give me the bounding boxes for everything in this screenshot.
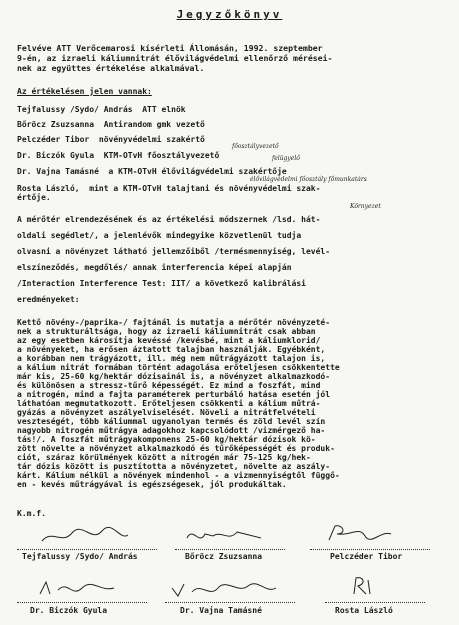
results-line: zött növelte a növényzet alkalmazkodó és tűrőképességét és produk-	[17, 444, 335, 453]
method-line: oldali segédlet/, a jelenlévők mindegyike közvetlenül tudja	[17, 231, 302, 240]
signature-line	[17, 602, 147, 603]
method-line: eredményeket:	[17, 295, 80, 304]
results-line: a növényeket, ha erősen áztatott talajban használják. Egyébként,	[17, 345, 326, 354]
intro-line: Felvéve ATT Verőcemarosi kísérleti Állomásán, 1992. szeptember	[17, 43, 323, 53]
results-line: nagyobb nitrogén műtrágya adagokhoz kapcsolódott /vizmérgező ha-	[17, 426, 326, 435]
method-line: elszíneződés, megdőlés/ annak interferencia képei alapján	[17, 263, 292, 272]
attendee-line: értője.	[17, 193, 51, 202]
signature-line	[165, 602, 295, 603]
results-line: tás!/. A foszfát műtrágyakomponens 25-60 kg/hektár dózisok kö-	[17, 435, 316, 444]
attendee-line: Rosta László, mint a KTM-OTvH talajtani és növényvédelmi szak-	[17, 184, 321, 193]
handwritten-note: Környezet	[350, 203, 381, 210]
method-line: olvasni a növényzet látható jellemzőiből /termésmennyiség, levél-	[17, 247, 331, 256]
signatory-name: Dr. Vajna Tamásné	[180, 606, 262, 615]
signature-line	[325, 602, 425, 603]
signature-biczok	[38, 578, 118, 600]
intro-line: nek az együttes értékelése alkalmával.	[17, 63, 205, 73]
results-line: már kis, 25-60 kg/hektár dózisainál is, a növényzet alkalmazkodó-	[17, 372, 331, 381]
kmf-label: K.m.f.	[17, 509, 46, 518]
results-line: nek a strukturáltsága, hogy az izraeli káliumnitrát csak abban	[17, 327, 316, 336]
signature-pelczeder	[325, 522, 395, 544]
results-line: tár dózis között is pusztította a növényzetet, növelte az aszály-	[17, 462, 331, 471]
handwritten-note: főosztályvezető	[232, 143, 279, 150]
attendee-line: Tejfalussy /Sydo/ András ATT elnök	[17, 105, 186, 114]
results-line: a kálium nitrát formában történt adagolása erőteljesen csökkentette	[17, 363, 340, 372]
signatory-name: Tejfalussy /Sydo/ András	[22, 552, 138, 561]
signature-line	[17, 549, 157, 550]
results-line: gyázás a növényzet aszályelviselését. Növeli a nitrátfelvételi	[17, 408, 316, 417]
signature-vajna	[170, 578, 280, 600]
attendee-line: Bőröcz Zsuzsanna Antirandom gmk vezető	[17, 120, 205, 129]
results-line: láthatóan megmutatkozott. Erőteljesen csökkenti a kálium műtrá-	[17, 399, 321, 408]
intro-line: 9-én, az izraeli káliumnitrát élővilágvédelmi ellenőrző mérései-	[17, 53, 333, 63]
results-line: ciót, száraz körülmények között a nitrogén már 75-125 kg/hek-	[17, 453, 311, 462]
results-line: az egy esetben károsítja kevéssé /kevésbé, mint a káliumklorid/	[17, 336, 321, 345]
signatory-name: Bőröcz Zsuzsanna	[185, 552, 263, 561]
signatory-name: Rosta László	[335, 606, 393, 615]
present-heading: Az értékelésen jelen vannak:	[17, 87, 152, 96]
attendee-line: Dr. Vajna Tamásné a KTM-OTvH élővilágvédelmi szakértője	[17, 167, 287, 176]
signatory-name: Pelczéder Tibor	[330, 552, 403, 561]
results-line: Kettő növény-/paprika-/ fajtánál is mutatja a mérőtér növényzeté-	[17, 318, 331, 327]
signatory-name: Dr. Biczók Gyula	[30, 606, 108, 615]
method-line: /Interaction Interference Test: IIT/ a következő kalibrálási	[17, 279, 306, 288]
attendee-line: Dr. Biczók Gyula KTM-OTvH főosztályvezető	[17, 151, 220, 160]
results-line: és különösen a stressz-tűrő képességét. Ez mind a foszfát, mind	[17, 381, 321, 390]
method-line: A mérőtér elrendezésének és az értékelési módszernek /lsd. hát-	[17, 215, 321, 224]
results-line: a korábban nem trágyázott, ill. még nem műtrágyázott talajon is,	[17, 354, 326, 363]
results-line: kárt. Kálium nélkül a növények mindenhol - a vizmennyiségtől függő-	[17, 471, 340, 480]
results-line: en - kevés műtrágyával is egészségesek, jól produkáltak.	[17, 480, 287, 489]
handwritten-note: élővilágvédelmi főosztály főmunkatárs	[250, 176, 367, 183]
signature-boroczr	[185, 524, 265, 546]
signature-line	[310, 549, 430, 550]
document-title: Jegyzőkönyv	[176, 8, 283, 21]
signature-line	[175, 549, 285, 550]
signature-rosta	[348, 574, 378, 598]
attendee-line: Pelczéder Tibor növényvédelmi szakértő	[17, 135, 205, 144]
handwritten-note: felügyelő	[272, 155, 300, 162]
results-line: a nitrogén, mind a fajta paraméterek perturbáló hatása esetén jól	[17, 390, 331, 399]
signature-tejfalussy	[40, 525, 130, 547]
results-line: veszteségét, több káliummal ugyanolyan termés és zöld levél szín	[17, 417, 326, 426]
